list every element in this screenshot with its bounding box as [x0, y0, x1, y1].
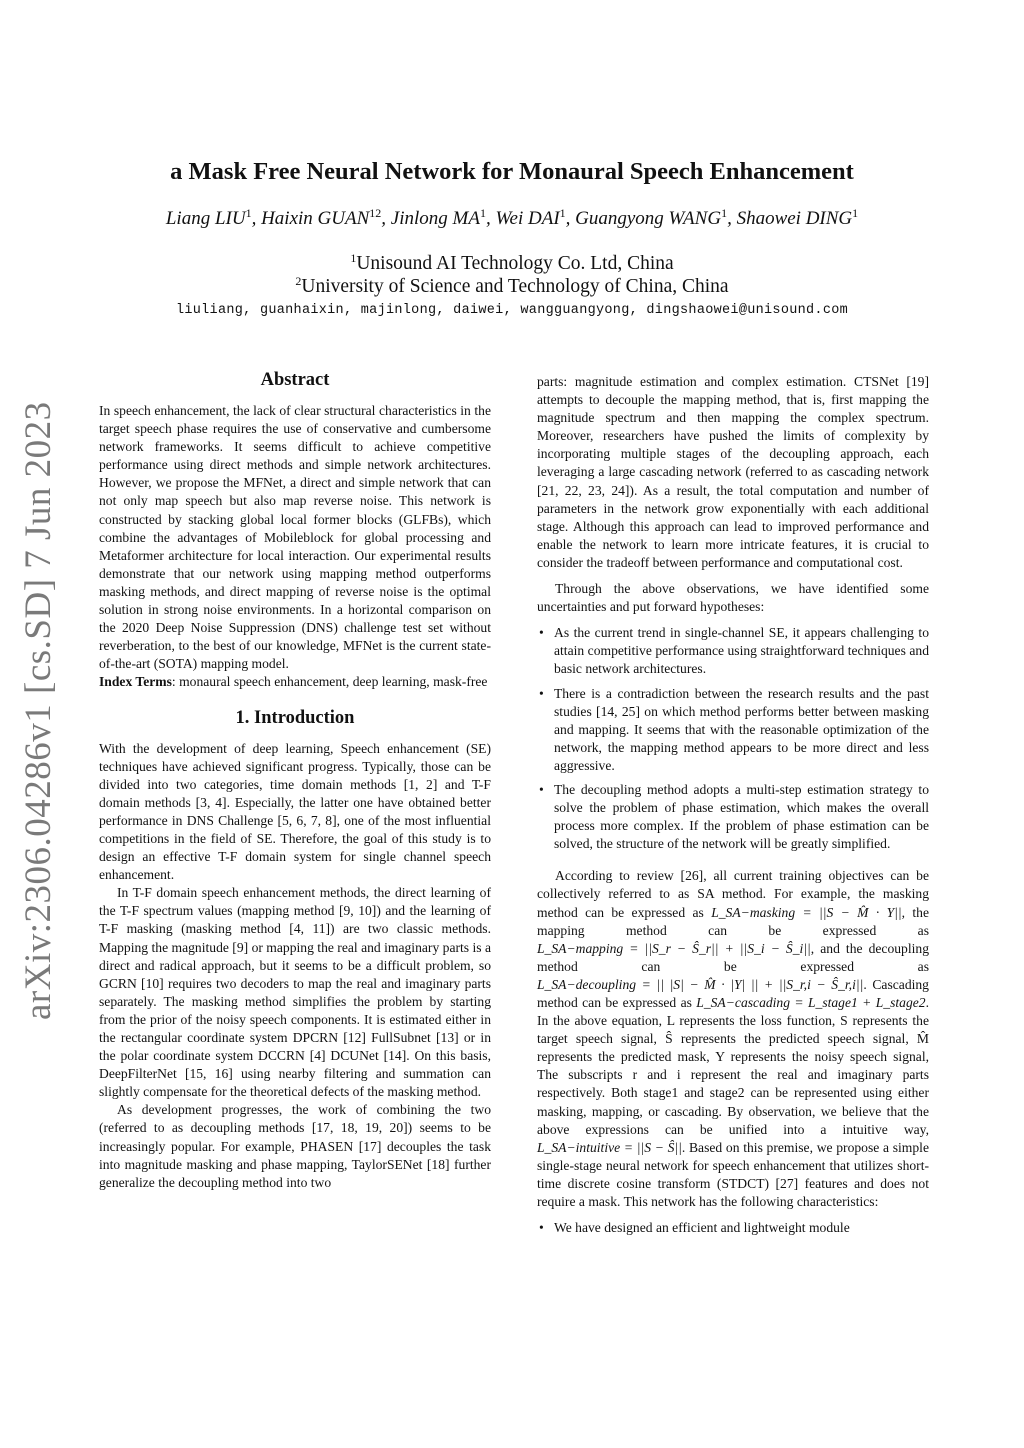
- author: Haixin GUAN: [261, 208, 370, 229]
- arxiv-identifier: arXiv:2306.04286v1 [cs.SD] 7 Jun 2023: [18, 401, 59, 1020]
- author-affil-sup: 1: [852, 206, 859, 220]
- equation-cascading: L_SA−cascading = L_stage1 + L_stage2: [696, 995, 926, 1010]
- author-affil-sup: 1: [245, 206, 252, 220]
- index-terms-text: : monaural speech enhancement, deep learning, mask-free: [171, 674, 488, 690]
- text-run: . In the above equation, L represents the loss function, S represents the target speech signal, Ŝ represents the predicted speech signal, M̂ represents the predicted mask, Y represents the noisy speech signal, The subscripts r and i represent the real and imaginary parts respectively. Both stage1 and stage2 can be represented using either masking, mapping, or cascading. By observation, we believe that the above expressions can be unified into a intuitive way,: [537, 995, 929, 1137]
- list-item: • There is a contradiction between the research results and the past studies [14, 25] on which method performs better between masking and mapping. It seems that with the reasonable optimization of the network, the mapping method appears to be more direct and less aggressive.: [539, 685, 929, 773]
- list-item: • We have designed an efficient and lightweight module: [539, 1220, 850, 1236]
- author: Liang LIU: [165, 208, 246, 229]
- author-affil-sup: 1: [721, 206, 728, 220]
- affil-text: University of Science and Technology of China, China: [301, 276, 729, 297]
- author-emails: liuliang, guanhaixin, majinlong, daiwei, wangguangyong, dingshaowei@unisound.com: [175, 303, 849, 318]
- body-paragraph: Through the above observations, we have identified some uncertainties and put forward hypotheses:: [537, 581, 929, 615]
- intro-paragraph: In T-F domain speech enhancement methods, the direct learning of the T-F spectrum values (mapping method [9, 10]) and the learning of T-F masking (masking method [4, 11]) are two classic methods. Mapping the magnitude [9] or mapping the real and imaginary parts is a direct and radical approach, but it seems to be a difficult problem, so GCRN [10] requires two decoders to map the real and imaginary parts separately. The masking method simplifies the problem by starting from the prior of the noisy speech components. It is estimated either in the rectangular coordinate system DPCRN [12] FullSubnet [13] or in the polar coordinate system DCCRN [4] DCUNet [14]. On this basis, DeepFilterNet [15, 16] using nearby filtering and summation can slightly compensate for the theoretical defects of the masking method.: [99, 885, 491, 1100]
- author-affil-sup: 1: [479, 206, 486, 220]
- author-list: Liang LIU$^1$, Haixin GUAN$^{12}$, Jinlong $MA^1$, Wei DAI$^1$, Guangyong WANG$^1$, Shaowei DING$^1$: [165, 206, 859, 229]
- intro-paragraph: With the development of deep learning, Speech enhancement (SE) techniques have achieved significant progress. Typically, those can be divided into two categories, time domain methods [1, 2] and T-F domain methods [3, 4]. Especially, the latter one have obtained better performance in DNS Challenge [5, 6, 7, 8], one of the most influential competitions in the field of SE. Therefore, the goal of this study is to design an effective T-F domain system for single channel speech enhancement.: [99, 740, 491, 883]
- author: Wei DAI: [495, 208, 560, 229]
- list-item-text: The decoupling method adopts a multi-step estimation strategy to solve the problem of phase estimation, which makes the overall process more complex. If the problem of phase estimation can be solved, the structure of the network will be greatly simplified.: [554, 781, 929, 852]
- affil-text: Unisound AI Technology Co. Ltd, China: [356, 253, 674, 274]
- author-affil-sup: 1: [559, 206, 566, 220]
- list-item-text: As the current trend in single-channel SE, it appears challenging to attain competitive performance using straightforward techniques and basic network architectures.: [554, 625, 929, 677]
- body-paragraph: [537, 867, 929, 1211]
- text-run: , the mapping method can be expressed as: [537, 904, 930, 938]
- hypothesis-list: [537, 624, 929, 853]
- author: Shaowei DING: [736, 208, 853, 229]
- list-item: • As the current trend in single-channel SE, it appears challenging to attain competitive performance using straightforward techniques and basic network architectures.: [539, 625, 929, 677]
- affil-sup: 2: [295, 274, 302, 288]
- author: Jinlong MA: [390, 208, 480, 229]
- text-run: . Based on this premise, we propose a simple single-stage neural network for speech enhancement that utilizes short-time discrete cosine transform (STDCT) [27] features and does not require a mask. This network has the following characteristics:: [537, 1139, 929, 1210]
- text-run: According to review [26], all current training objectives can be collectively referred to as SA method. For example, the masking method can be expressed as: [537, 868, 929, 920]
- abstract-heading: Abstract: [260, 370, 330, 390]
- abstract-text: In speech enhancement, the lack of clear structural characteristics in the target speech phase requires the use of conservative and cumbersome network frameworks. It seems difficult to achieve competitive performance using direct methods and simple network architectures. However, we propose the MFNet, a direct and simple network that can not only map speech but also map reverse noise. This network is constructed by stacking global local former blocks (GLFBs), which combine the advantages of Mobileblock for global processing and Metaformer architecture for local interaction. Our experimental results demonstrate that our network using mapping method outperforms masking methods, and direct mapping of reverse noise is the optimal solution in strong noise environments. In a horizontal comparison on the 2020 Deep Noise Suppression (DNS) challenge test set without reverberation, to the best of our knowledge, MFNet is the current state-of-the-art (SOTA) mapping model.: [99, 403, 491, 672]
- text-run: , and the decoupling method can be expressed as: [537, 940, 929, 974]
- index-terms: [99, 673, 491, 691]
- equation-masking: L_SA−masking = ||S − M̂ · Y||: [711, 904, 902, 920]
- characteristics-list: [537, 1219, 929, 1237]
- intro-paragraph: As development progresses, the work of combining the two (referred to as decoupling methods [17, 18, 19, 20]) seems to be increasingly popular. For example, PHASEN [17] decouples the task into magnitude masking and phase mapping, TaylorSENet [18] further generalize the decoupling method into two: [99, 1102, 491, 1190]
- text-run: . Cascading method can be expressed as: [537, 976, 929, 1010]
- body-paragraph: parts: magnitude estimation and complex estimation. CTSNet [19] attempts to decouple the mapping method, that is, first mapping the magnitude spectrum and then mapping the complex spectrum. Moreover, researchers have pushed the limits of complexity by incorporating multiple stages of the decoupling approach, each leveraging a large cascading network (referred to as cascading network [21, 22, 23, 24]). As a result, the total computation and number of parameters in the network grow exponentially with each additional stage. Although this approach can lead to improved performance and enable the network to learn more intricate features, it is crucial to consider the tradeoff between performance and computational cost.: [537, 374, 929, 570]
- list-item-text: There is a contradiction between the research results and the past studies [14, 25] on which method performs better between masking and mapping. It seems that with the reasonable optimization of the network, the mapping method appears to be more direct and less aggressive.: [554, 685, 929, 773]
- affiliation-2: [0, 274, 1024, 298]
- equation-intuitive: L_SA−intuitive = ||S − Ŝ||: [537, 1139, 682, 1155]
- left-column: [99, 368, 491, 1192]
- paper-title: a Mask Free Neural Network for Monaural Speech Enhancement: [170, 158, 854, 185]
- affiliation-1: [0, 251, 1024, 275]
- author: Guangyong WANG: [575, 208, 722, 229]
- affil-sup: 1: [350, 251, 357, 265]
- equation-mapping: L_SA−mapping = ||S_r − Ŝ_r|| + ||S_i − Ŝ_i||: [537, 940, 811, 956]
- right-column: [537, 373, 929, 1243]
- list-item-text: We have designed an efficient and lightweight module: [554, 1220, 850, 1236]
- index-terms-label: Index Terms: [99, 674, 172, 690]
- author-affil-sup: 12: [369, 206, 382, 220]
- intro-heading: 1. Introduction: [235, 707, 355, 728]
- equation-decoupling: L_SA−decoupling = || |S| − M̂ · |Y| || + ||S_r,i − Ŝ_r,i||: [537, 976, 864, 992]
- list-item: • The decoupling method adopts a multi-step estimation strategy to solve the problem of phase estimation, which makes the overall process more complex. If the problem of phase estimation can be solved, the structure of the network will be greatly simplified.: [539, 781, 929, 852]
